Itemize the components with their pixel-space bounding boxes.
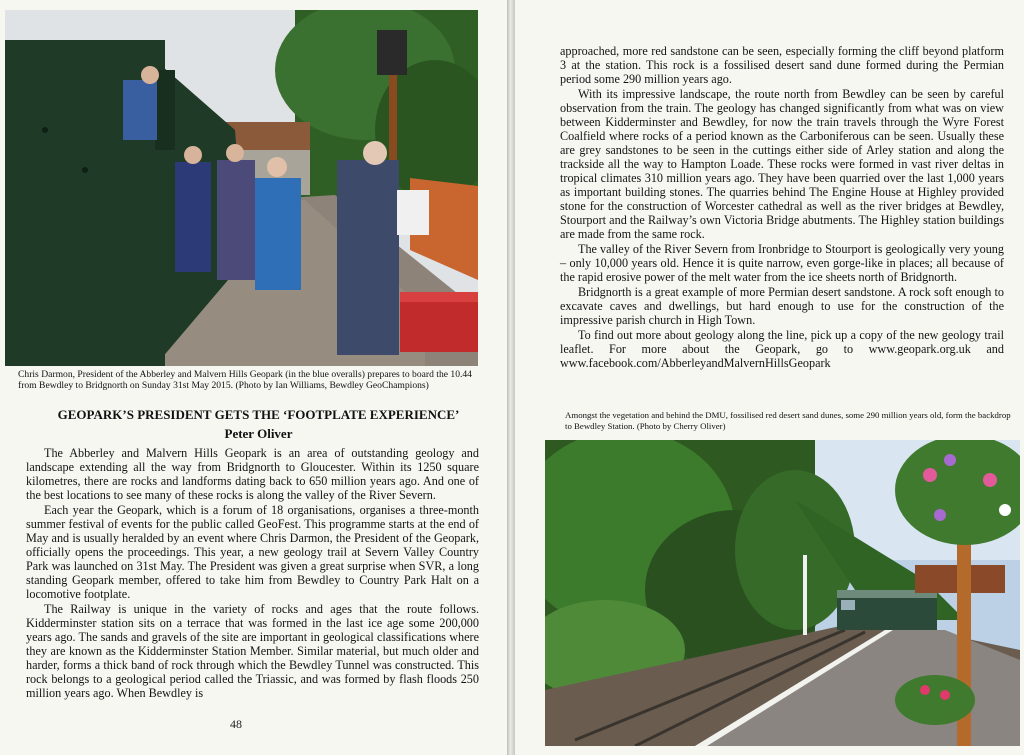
left-page xyxy=(0,0,507,755)
paragraph: With its impressive landscape, the route north from Bewdley can be seen by careful observation from the train. The geology has changed significantly from what was on view between Kidderminster and Bewdley, for now the train travels through the Wyre Forest Coalfield where rocks of a period known as the Carboniferous can be seen. Usually these are grey sandstones to be seen in the cuttings either side of Arley station and along the trackside all the way to Hampton Loade. These rocks were formed in vast river deltas in tropical climates 310 million years ago. They have been quarried over the last 1,000 years as important building stones. The quarries behind The Engine House at Highley provided stone for the construction of Worcester cathedral as well as the river bridges at Bewdley, Stourport and the Railway’s own Victoria Bridge abutments. The Highley station buildings are made from the same rock. xyxy=(560,87,1004,241)
paragraph: The Railway is unique in the variety of rocks and ages that the route follows. Kidderminster station sits on a terrace that was formed in the last ice age some 200,000 years ago. The sands and gravels of the site are important in geological classifications where they are known as the Kidderminster Station Member. Similar material, but much older and harder, forms a thick band of rock through which the Bewdley Tunnel was constructed. This rock belongs to a geological period called the Triassic, and was formed by flash floods 250 million years ago. When Bewdley is xyxy=(26,602,479,700)
right-page xyxy=(515,0,1024,755)
paragraph: To find out more about geology along the line, pick up a copy of the new geology trail leaflet. For more about the Geopark, go to www.geopark.org.uk and www.facebook.com/AbberleyandMalvernHillsGeopark xyxy=(560,328,1004,370)
caption-text: Chris Darmon, President of the Abberley and Malvern Hills Geopark (in the blue overalls) prepares to board the 10.44 from Bewdley to Bridgnorth on Sunday 31st May 2015. (Photo by Ian Williams, Bewdley GeoChampions) xyxy=(18,369,472,392)
page-gutter xyxy=(507,0,515,755)
page-number: 48 xyxy=(230,717,242,731)
left-photo-caption xyxy=(18,369,488,392)
left-body-text xyxy=(26,446,479,701)
paragraph: Each year the Geopark, which is a forum of 18 organisations, organises a three-month summer festival of events for the public called GeoFest. This programme starts at the end of May and is usually heralded by an event where Chris Darmon, the President of the Geopark, officially opens the proceedings. This year, a new geology trail at Severn Valley Country Park was launched on 31st May. The President was given a great surprise when SVR, a long standing Geopark member, offered to take him from Bewdley to Country Park Halt on a locomotive footplate. xyxy=(26,503,479,601)
right-body-text xyxy=(560,44,1004,371)
paragraph: Bridgnorth is a great example of more Permian desert sandstone. A rock soft enough to excavate caves and dwellings, but hard enough to use for the construction of the impressive parish church in High Town. xyxy=(560,285,1004,327)
article-headline: GEOPARK’S PRESIDENT GETS THE ‘FOOTPLATE EXPERIENCE’ xyxy=(57,407,460,422)
article-byline: Peter Oliver xyxy=(224,426,293,441)
caption-text: Amongst the vegetation and behind the DMU, fossilised red desert sand dunes, some 290 million years old, form the backdrop to Bewdley Station. (Photo by Cherry Oliver) xyxy=(565,410,1011,431)
paragraph: The Abberley and Malvern Hills Geopark is an area of outstanding geology and landscape extending all the way from Bridgnorth to Gloucester. Within its 1250 square kilometres, there are rocks and landforms dating back to 650 million years ago. And one of the best locations to see many of these rocks is along the valley of the River Severn. xyxy=(26,446,479,502)
right-photo-caption xyxy=(565,410,1015,431)
paragraph: The valley of the River Severn from Ironbridge to Stourport is geologically very young – only 10,000 years old. Hence it is quite narrow, even gorge-like in places; all because of the rapid erosive power of the melt water from the ice sheets north of Bridgnorth. xyxy=(560,242,1004,284)
steam-locomotive-photo xyxy=(5,10,478,366)
bewdley-station-photo xyxy=(545,440,1020,746)
paragraph: approached, more red sandstone can be seen, especially forming the cliff beyond platform 3 at the station. This rock is a fossilised desert sand dune formed during the Permian period some 290 million years ago. xyxy=(560,44,1004,86)
